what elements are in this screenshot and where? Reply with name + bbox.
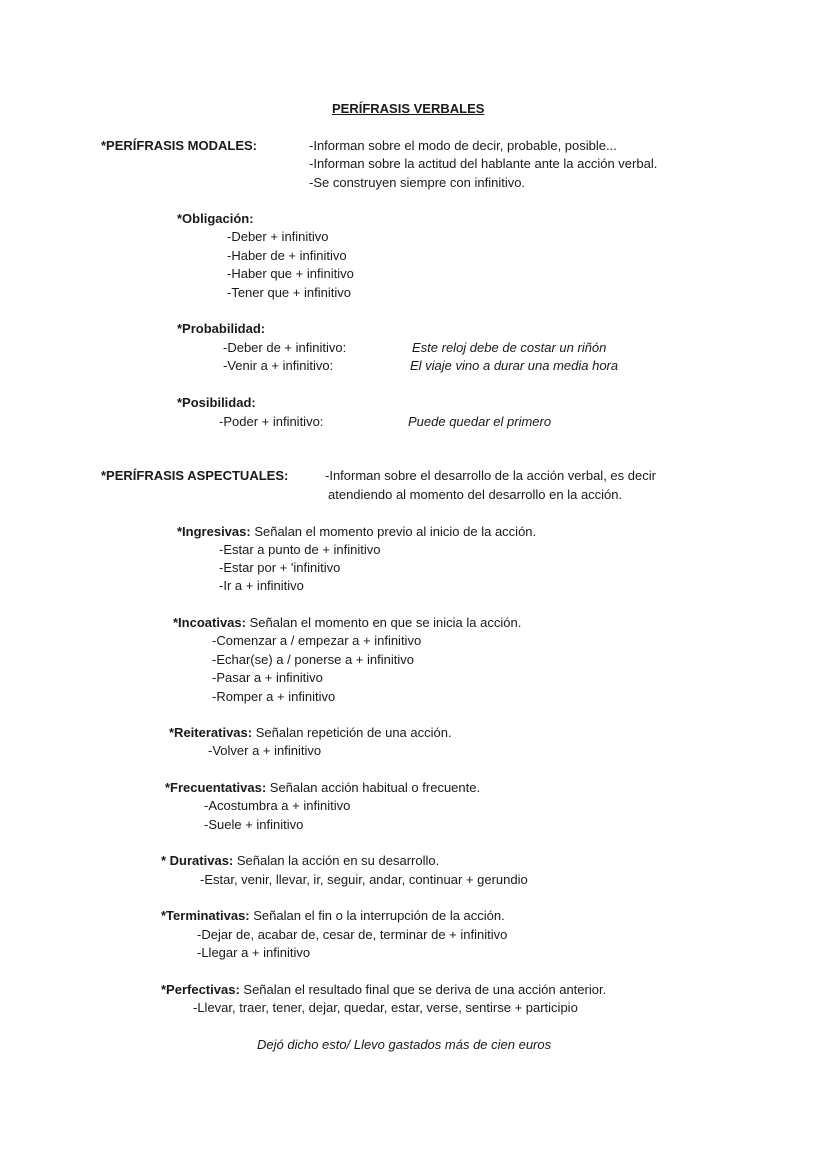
list-item: -Poder + infinitivo: — [219, 414, 324, 429]
probabilidad-heading: *Probabilidad: — [177, 321, 266, 336]
modales-note: -Informan sobre la actitud del hablante ante la acción verbal. — [309, 156, 658, 171]
aspectuales-heading: *PERÍFRASIS ASPECTUALES: — [101, 468, 289, 483]
list-item: -Venir a + infinitivo: — [223, 358, 334, 373]
example-sentence: Dejó dicho esto/ Llevo gastados más de cien euros — [257, 1037, 552, 1052]
list-item: -Deber + infinitivo — [227, 229, 329, 244]
group-desc: Señalan el momento previo al inicio de la acción. — [250, 524, 537, 539]
group-name: * Durativas: — [161, 853, 234, 868]
group-name: *Reiterativas: — [169, 725, 253, 740]
group-desc: Señalan el fin o la interrupción de la acción. — [249, 908, 505, 923]
group-heading — [169, 725, 452, 741]
example-text: Puede quedar el primero — [408, 414, 552, 429]
group-name: *Frecuentativas: — [165, 780, 267, 795]
list-item: -Volver a + infinitivo — [208, 743, 322, 758]
list-item: -Echar(se) a / ponerse a + infinitivo — [212, 652, 414, 667]
list-item: -Estar a punto de + infinitivo — [219, 542, 381, 557]
aspectuales-note: -Informan sobre el desarrollo de la acción verbal, es decir — [325, 468, 656, 483]
list-item: -Tener que + infinitivo — [227, 285, 351, 300]
modales-note: -Se construyen siempre con infinitivo. — [309, 175, 526, 190]
modales-note: -Informan sobre el modo de decir, probable, posible... — [309, 138, 617, 153]
list-item: -Dejar de, acabar de, cesar de, terminar de + infinitivo — [197, 927, 508, 942]
group-heading — [161, 982, 606, 998]
list-item: -Estar por + 'infinitivo — [219, 560, 341, 575]
modales-heading: *PERÍFRASIS MODALES: — [101, 138, 258, 153]
group-name: *Ingresivas: — [177, 524, 251, 539]
list-item: -Ir a + infinitivo — [219, 578, 304, 593]
group-desc: Señalan acción habitual o frecuente. — [266, 780, 481, 795]
group-desc: Señalan el resultado final que se deriva de una acción anterior. — [239, 982, 607, 997]
group-desc: Señalan la acción en su desarrollo. — [233, 853, 440, 868]
list-item: -Haber de + infinitivo — [227, 248, 347, 263]
list-item: -Llevar, traer, tener, dejar, quedar, estar, verse, sentirse + participio — [193, 1000, 578, 1015]
list-item: -Acostumbra a + infinitivo — [204, 798, 351, 813]
group-name: *Incoativas: — [173, 615, 246, 630]
list-item: -Romper a + infinitivo — [212, 689, 336, 704]
page-title: PERÍFRASIS VERBALES — [332, 101, 485, 116]
list-item: -Deber de + infinitivo: — [223, 340, 347, 355]
group-heading — [165, 780, 480, 796]
group-heading — [173, 615, 521, 631]
group-heading — [177, 524, 536, 540]
group-name: *Terminativas: — [161, 908, 250, 923]
group-desc: Señalan repetición de una acción. — [252, 725, 452, 740]
group-heading — [161, 908, 505, 924]
example-text: Este reloj debe de costar un riñón — [412, 340, 607, 355]
group-desc: Señalan el momento en que se inicia la acción. — [245, 615, 522, 630]
obligacion-heading: *Obligación: — [177, 211, 254, 226]
list-item: -Llegar a + infinitivo — [197, 945, 311, 960]
posibilidad-heading: *Posibilidad: — [177, 395, 256, 410]
list-item: -Comenzar a / empezar a + infinitivo — [212, 633, 422, 648]
list-item: -Pasar a + infinitivo — [212, 670, 323, 685]
list-item: -Suele + infinitivo — [204, 817, 304, 832]
list-item: -Estar, venir, llevar, ir, seguir, andar, continuar + gerundio — [200, 872, 528, 887]
group-name: *Perfectivas: — [161, 982, 240, 997]
group-heading — [161, 853, 439, 869]
aspectuales-note: atendiendo al momento del desarrollo en la acción. — [328, 487, 623, 502]
list-item: -Haber que + infinitivo — [227, 266, 354, 281]
example-text: El viaje vino a durar una media hora — [410, 358, 619, 373]
